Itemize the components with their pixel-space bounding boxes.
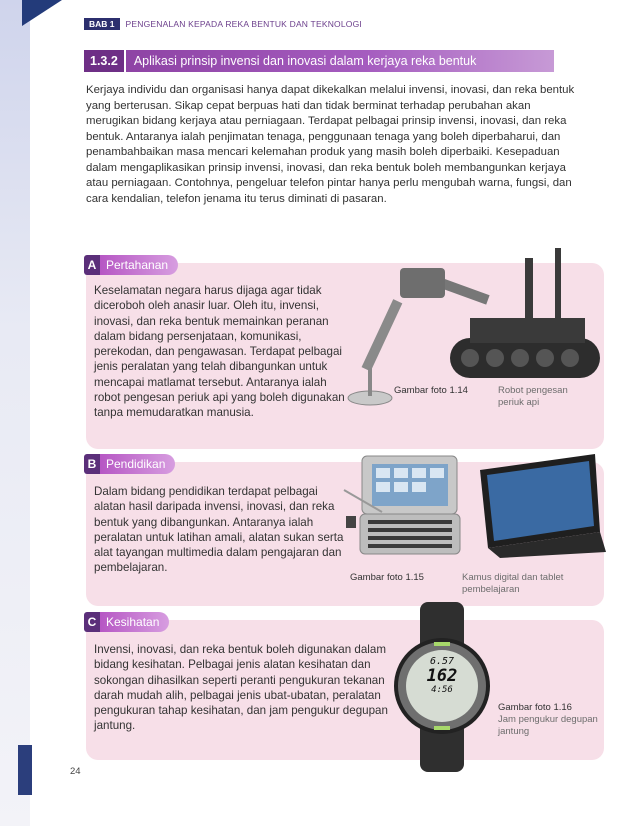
caption-label: Gambar foto 1.16 (498, 702, 572, 713)
robot-image (330, 228, 610, 408)
caption-text: Jam pengukur degupan jantung (498, 714, 598, 737)
page-number: 24 (70, 766, 81, 777)
caption-text: Kamus digital dan tablet pembelajaran (462, 572, 564, 595)
chapter-header (84, 16, 362, 31)
corner-mark (22, 0, 62, 26)
panel-label: Kesihatan (100, 612, 169, 632)
intro-paragraph: Kerjaya individu dan organisasi hanya dapat dikekalkan melalui invensi, inovasi, dan reka bentuk yang berterusan. Sikap cepat berpuas hati dan tidak berminat terhadap perubahan akan merugikan bidang kerjaya atau perniagaan. Terdapat pelbagai prinsip invensi, inovasi, dan reka bentuk. Antaranya ialah penjimatan tenaga, penggunaan tenaga yang boleh diperbaharui, dan penambahbaikan masa mencari kelemahan produk yang masih boleh diperbaiki. Kesepaduan dalam mengaplikasikan prinsip invensi, inovasi, dan reka bentuk boleh membangunkan kerjaya atau perniagaan. Contohnya, pengeluar telefon pintar hanya perlu mengubah warna, fungsi, dan cara kendalian, telefon jenama itu terus diminati di pasaran. (86, 84, 575, 205)
section-heading (84, 50, 554, 72)
panel-tag (84, 255, 178, 275)
panel-label: Pertahanan (100, 255, 178, 275)
caption-label: Gambar foto 1.15 (350, 572, 424, 583)
section-title: Aplikasi prinsip invensi dan inovasi dalam kerjaya reka bentuk (133, 54, 477, 68)
chapter-tag: BAB 1 (84, 18, 120, 30)
tablet-image (460, 448, 610, 560)
panel-letter: A (84, 255, 100, 275)
watch-line-2: 162 (426, 666, 458, 686)
chapter-title: PENGENALAN KEPADA REKA BENTUK DAN TEKNOLOGI (125, 18, 362, 29)
panel-text: Dalam bidang pendidikan terdapat pelbagai alatan hasil daripada invensi, inovasi, dan reka bentuk yang dibangunkan. Antaranya ialah peralatan untuk latihan amali, alatan sukan serta alat tayangan multimedia dalam pengajaran dan pembelajaran. (94, 485, 344, 575)
panel-letter: B (84, 454, 100, 474)
panel-letter: C (84, 612, 100, 632)
panel-kesihatan (86, 615, 604, 760)
panel-label: Pendidikan (100, 454, 175, 474)
panel-text: Keselamatan negara harus dijaga agar tidak diceroboh oleh anasir luar. Oleh itu, invensi, inovasi, dan reka bentuk memainkan peranan dalam bidang persenjataan, komunikasi, perekodan, dan pengawasan. Terdapat pelbagai jenis peralatan yang telah dibangunkan untuk mencapai matlamat tersebut. Antaranya ialah robot pengesan periuk api yang boleh digunakan tanpa memudaratkan manusia. (94, 284, 345, 420)
watch-line-3: 4:56 (431, 685, 453, 695)
panel-tag (84, 454, 175, 474)
watch-line-1: 6.57 (429, 656, 455, 667)
photo-caption (498, 702, 602, 737)
caption-label: Gambar foto 1.14 (394, 385, 468, 396)
panel-tag (84, 612, 169, 632)
page-margin-bar (0, 0, 30, 826)
photo-caption (350, 572, 600, 595)
section-number: 1.3.2 (84, 50, 126, 72)
digital-dictionary-image (342, 450, 462, 560)
watch-display (420, 656, 464, 695)
caption-text: Robot pengesan periuk api (498, 385, 568, 408)
panel-text: Invensi, inovasi, dan reka bentuk boleh digunakan dalam bidang kesihatan. Pelbagai jenis alatan kesihatan dan sokongan dihasilkan seperti peranti pengukuran tekanan darah mudah alih, pelbagai jenis ubat-ubatan, peralatan pengukuran tahap kesihatan, dan jam pengukur degupan jantung. (94, 643, 388, 733)
page-edge-tab (18, 745, 32, 795)
